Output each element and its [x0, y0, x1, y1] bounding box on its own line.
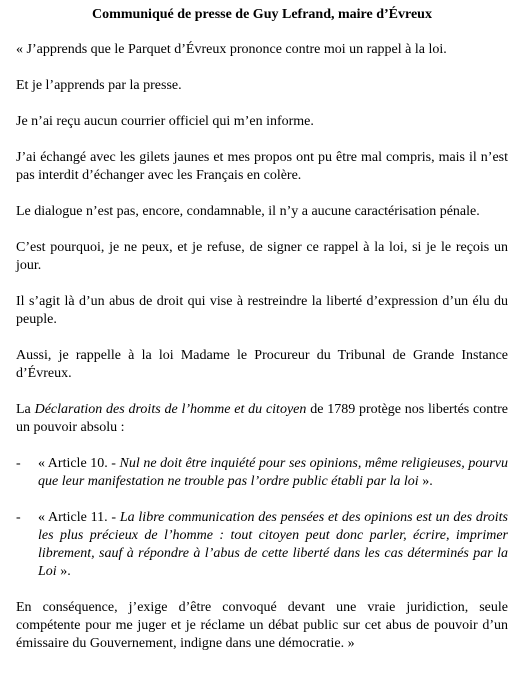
- document-title: Communiqué de presse de Guy Lefrand, maire d’Évreux: [92, 7, 432, 22]
- paragraph-press: Et je l’apprends par la presse.: [16, 78, 182, 93]
- declaration-rest: de 1789 protège nos libertés contre un pouvoir absolu :: [16, 402, 509, 435]
- list-dash: -: [16, 456, 21, 471]
- article-11-close: ».: [56, 564, 71, 579]
- paragraph-abuse: Il s’agit là d’un abus de droit qui vise à restreindre la liberté d’expression d’un élu du peuple.: [16, 294, 508, 327]
- paragraph-refusal: C’est pourquoi, je ne peux, et je refuse, de signer ce rappel à la loi, si je le reçois un jour.: [16, 240, 508, 273]
- article-11-lead: « Article 11. -: [38, 510, 120, 525]
- paragraph-declaration: [16, 401, 508, 437]
- article-10-lead: « Article 10. -: [38, 456, 120, 471]
- paragraph-no-mail: Je n’ai reçu aucun courrier officiel qui m’en informe.: [16, 114, 314, 129]
- declaration-lead: La: [16, 402, 35, 417]
- article-10-body: Nul ne doit être inquiété pour ses opinions, même religieuses, pourvu que leur manifestation ne trouble pas l’ordre public établi par la loi: [38, 456, 508, 489]
- article-11-item: [16, 509, 508, 581]
- article-11-body: La libre communication des pensées et des opinions est un des droits les plus précieux de l’homme : tout citoyen peut donc parler, écrire, imprimer librement, sauf à répondre à l’abus de cette liberté dans les cas déterminés par la Loi: [38, 510, 508, 579]
- paragraph-dialogue: Le dialogue n’est pas, encore, condamnable, il n’y a aucune caractérisation pénale.: [16, 204, 480, 219]
- list-dash: -: [16, 510, 21, 525]
- paragraph-gilets-jaunes: J’ai échangé avec les gilets jaunes et mes propos ont pu être mal compris, mais il n’est pas interdit d’échanger avec les Français en colère.: [16, 150, 508, 183]
- article-10-text: [38, 455, 508, 491]
- article-10-close: ».: [418, 474, 433, 489]
- paragraph-recall-prosecutor: Aussi, je rappelle à la loi Madame le Procureur du Tribunal de Grande Instance d’Évreux.: [16, 348, 508, 381]
- article-10-item: [16, 455, 508, 491]
- paragraph-conclusion: En conséquence, j’exige d’être convoqué devant une vraie juridiction, seule compétente pour me juger et je réclame un débat public sur cet abus de pouvoir d’un émissaire du Gouvernement, indigne dans une démocratie. »: [16, 600, 508, 651]
- paragraph-announcement: « J’apprends que le Parquet d’Évreux prononce contre moi un rappel à la loi.: [16, 42, 447, 57]
- declaration-title: Déclaration des droits de l’homme et du citoyen: [34, 402, 307, 417]
- article-11-text: [38, 509, 508, 581]
